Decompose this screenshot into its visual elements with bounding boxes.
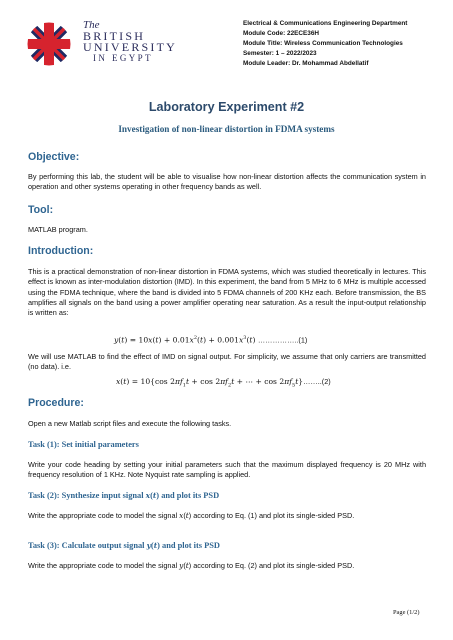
- task-3-symbol: y: [146, 541, 151, 550]
- task-3-text-b: according to Eq. (2) and plot its single-sided PSD.: [193, 561, 355, 570]
- task-2-title-end: and plot its PSD: [161, 491, 220, 500]
- task-2-symbol-arg: (t): [150, 491, 160, 500]
- task-2-text-a: Write the appropriate code to model the signal: [28, 511, 178, 520]
- page-number: Page (1/2): [393, 609, 420, 616]
- task-2-text-symbol: x: [179, 511, 184, 520]
- equation-1: $y(t) = 10x(t) + 0.01x^2(t) + 0.001x^3(t)$ ……………..(1): [114, 335, 308, 345]
- task-3-symbol-arg: (t): [150, 541, 160, 550]
- introduction-text-2: We will use MATLAB to find the effect of IMD on signal output. For simplicity, we assume that only carriers are transmitted (no data). i.e.: [28, 352, 426, 372]
- module-code-line: Module Code: 22ECE36H: [243, 30, 319, 37]
- introduction-text: This is a practical demonstration of non-linear distortion in FDMA systems, which was studied theoretically in lectures. This effect is known as inter-modulation distortion (IMD). In this experiment, the band from 5 MHz to 6 MHz is multiple accessed using the FDMA technique, where the band is divided into 5 FDMA channels of 200 KHz each. Before transmission, the BS amplifies all signals on the band using a power amplifier operating near saturation. As a result the input-output relationship is written as:: [28, 267, 426, 318]
- logo-british: BRITISH: [83, 29, 146, 43]
- task-2-text-b: according to Eq. (1) and plot its single-sided PSD.: [193, 511, 355, 520]
- module-title-line: Module Title: Wireless Communication Technologies: [243, 40, 403, 47]
- logo-in-egypt: IN EGYPT: [93, 53, 153, 63]
- union-flag-emblem-icon: [25, 20, 75, 68]
- equation-1-tag: ……………..(1): [257, 335, 308, 345]
- logo-wordmark: [83, 20, 177, 64]
- task-3-text-a: Write the appropriate code to model the signal: [28, 561, 178, 570]
- objective-heading: Objective:: [28, 151, 80, 163]
- tool-heading: Tool:: [28, 204, 54, 216]
- module-leader-line: Module Leader: Dr. Mohammad Abdellatif: [243, 60, 369, 67]
- task-2-title-start: Task (2): Synthesize input signal: [28, 491, 144, 500]
- task-3-text: Write the appropriate code to model the signal y(t) according to Eq. (2) and plot its single-sided PSD.: [28, 561, 355, 570]
- department-line: Electrical & Communications Engineering Department: [243, 20, 408, 27]
- page-subtitle: Investigation of non-linear distortion in FDMA systems: [118, 124, 335, 134]
- task-2-symbol: x: [145, 491, 151, 500]
- module-info-header: [243, 19, 448, 69]
- task-3-title-end: and plot its PSD: [162, 541, 220, 550]
- introduction-heading: Introduction:: [28, 245, 94, 257]
- objective-text: By performing this lab, the student will be able to visualise how non-linear distortion affects the communication system in operation and other systems operating in other frequency bands as well.: [28, 172, 426, 192]
- task-2-title: [28, 491, 219, 500]
- logo-university: UNIVERSITY: [83, 40, 177, 54]
- semester-line: Semester: 1 – 2022/2023: [243, 50, 317, 57]
- equation-2: x(t) = 10{cos $2\pi f_1t + \cos 2\pi f_2t$ + ⋯ + $\cos 2\pi f_5t\}\dots\dots..(2)$: [116, 377, 331, 389]
- task-2-text: Write the appropriate code to model the signal x(t) according to Eq. (1) and plot its single-sided PSD.: [28, 511, 355, 520]
- task-1-title: Task (1): Set initial parameters: [28, 440, 139, 449]
- logo-the: The: [83, 19, 100, 31]
- equation-2-tag: ……..(2): [303, 377, 331, 386]
- procedure-text: Open a new Matlab script files and execute the following tasks.: [28, 419, 232, 428]
- task-3-text-symbol: y: [179, 561, 184, 570]
- procedure-heading: Procedure:: [28, 397, 84, 409]
- university-logo: [25, 20, 200, 68]
- tool-text: MATLAB program.: [28, 225, 88, 234]
- task-3-title-start: Task (3): Calculate output signal: [28, 541, 145, 550]
- task-3-title: [28, 541, 220, 550]
- task-1-text: Write your code heading by setting your initial parameters such that the maximum displayed frequency is 20 MHz with frequency resolution of 1 KHz. Note Nyquist rate sampling is applied.: [28, 460, 426, 480]
- page-title: Laboratory Experiment #2: [148, 100, 305, 114]
